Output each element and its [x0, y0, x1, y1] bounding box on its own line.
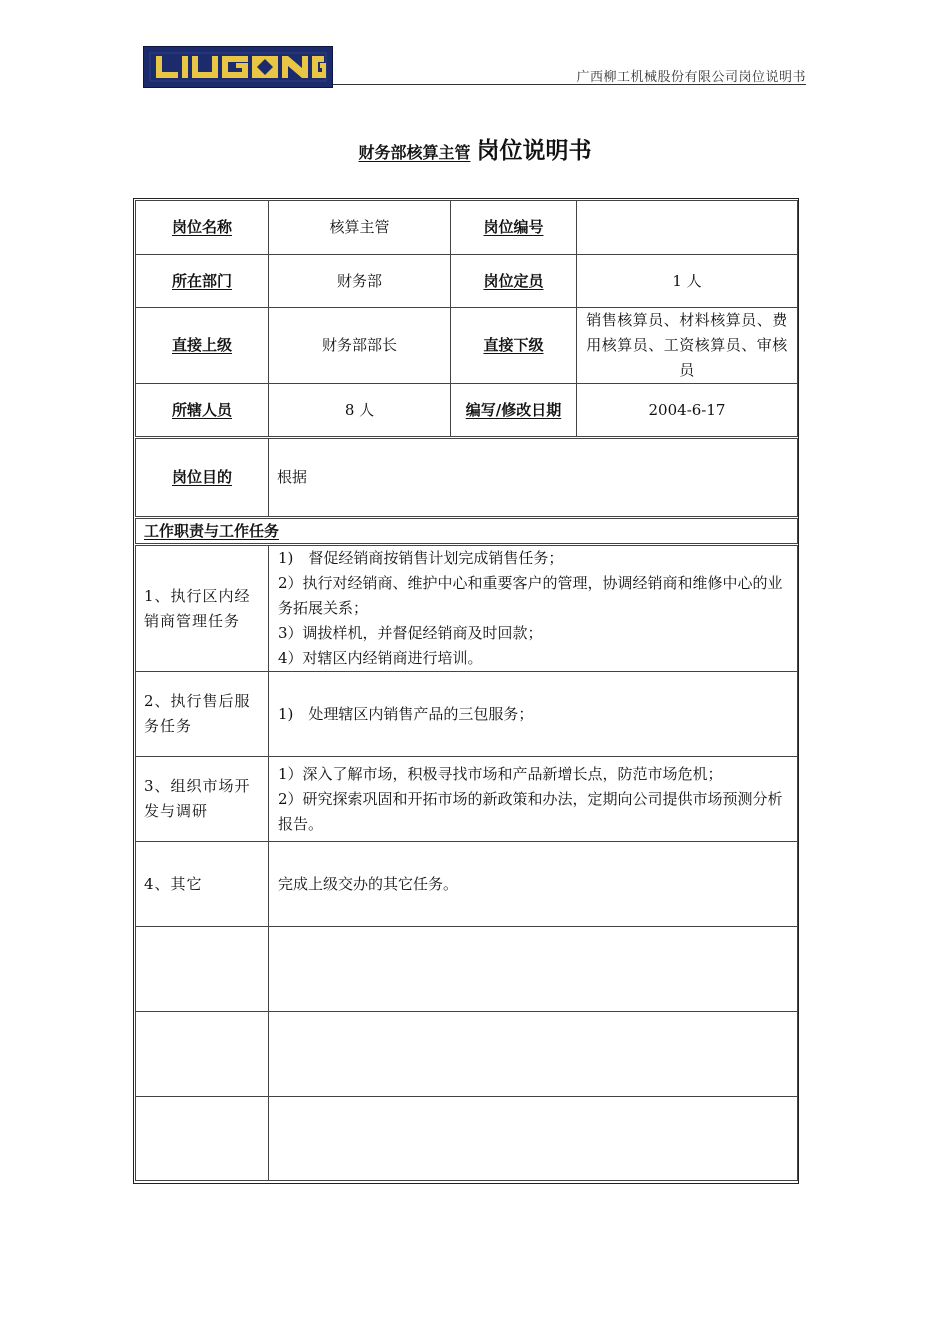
task-details: [269, 672, 798, 757]
superior-label: 直接上级: [136, 308, 269, 384]
department-value: 财务部: [269, 255, 451, 308]
staff-label: 所辖人员: [136, 384, 269, 438]
task-line: 2）研究探索巩固和开拓市场的新政策和办法，定期向公司提供市场预测分析报告。: [278, 789, 783, 833]
position-name-label: 岗位名称: [136, 201, 269, 255]
task-row: [136, 842, 798, 927]
task-line: 1) 处理辖区内销售产品的三包服务；: [278, 704, 534, 723]
task-name: 2、执行售后服务任务: [136, 672, 269, 757]
duties-section-title: 工作职责与工作任务: [136, 518, 798, 545]
department-label: 所在部门: [136, 255, 269, 308]
empty-cell: [136, 927, 269, 1012]
subordinate-label: 直接下级: [451, 308, 577, 384]
purpose-value: 根据: [269, 438, 798, 518]
task-line: 4）对辖区内经销商进行培训。: [278, 649, 483, 667]
task-name: 3、组织市场开发与调研: [136, 757, 269, 842]
task-row: [136, 672, 798, 757]
task-line: 1) 督促经销商按销售计划完成销售任务；: [278, 549, 564, 567]
empty-row: [136, 927, 798, 1012]
empty-cell: [269, 927, 798, 1012]
position-code-value: [577, 201, 798, 255]
task-details: [269, 757, 798, 842]
table-row: [136, 308, 798, 384]
empty-cell: [269, 1097, 798, 1181]
headcount-value: 1 人: [577, 255, 798, 308]
company-logo: [143, 46, 333, 88]
headcount-label: 岗位定员: [451, 255, 577, 308]
task-line: 3）调拔样机，并督促经销商及时回款；: [278, 624, 543, 642]
table-row: [136, 384, 798, 438]
page-title: [0, 132, 950, 165]
position-name-value: 核算主管: [269, 201, 451, 255]
task-line: 2）执行对经销商、维护中心和重要客户的管理，协调经销商和维修中心的业务拓展关系；: [278, 574, 783, 617]
empty-row: [136, 1012, 798, 1097]
table-row: [136, 438, 798, 518]
task-line: 1）深入了解市场，积极寻找市场和产品新增长点，防范市场危机；: [278, 764, 723, 783]
job-description-table: [135, 200, 798, 1181]
task-row: [136, 545, 798, 672]
table-row: [136, 201, 798, 255]
title-document: 岗位说明书: [476, 138, 592, 164]
empty-cell: [269, 1012, 798, 1097]
header-company-doc: 广西柳工机械股份有限公司岗位说明书: [576, 70, 806, 85]
empty-cell: [136, 1097, 269, 1181]
table-row: [136, 255, 798, 308]
task-line: 完成上级交办的其它任务。: [278, 874, 459, 893]
table-row: [136, 518, 798, 545]
task-details: [269, 842, 798, 927]
header-divider: [333, 84, 806, 85]
staff-value: 8 人: [269, 384, 451, 438]
title-department-position: 财务部核算主管: [358, 143, 471, 162]
superior-value: 财务部部长: [269, 308, 451, 384]
position-code-label: 岗位编号: [451, 201, 577, 255]
date-value: 2004-6-17: [577, 384, 798, 438]
purpose-label: 岗位目的: [136, 438, 269, 518]
task-name: 4、其它: [136, 842, 269, 927]
empty-row: [136, 1097, 798, 1181]
date-label: 编写/修改日期: [451, 384, 577, 438]
subordinate-value: 销售核算员、材料核算员、费用核算员、工资核算员、审核员: [577, 308, 798, 384]
task-name: 1、执行区内经销商管理任务: [136, 545, 269, 672]
empty-cell: [136, 1012, 269, 1097]
task-row: [136, 757, 798, 842]
task-details: [269, 545, 798, 672]
